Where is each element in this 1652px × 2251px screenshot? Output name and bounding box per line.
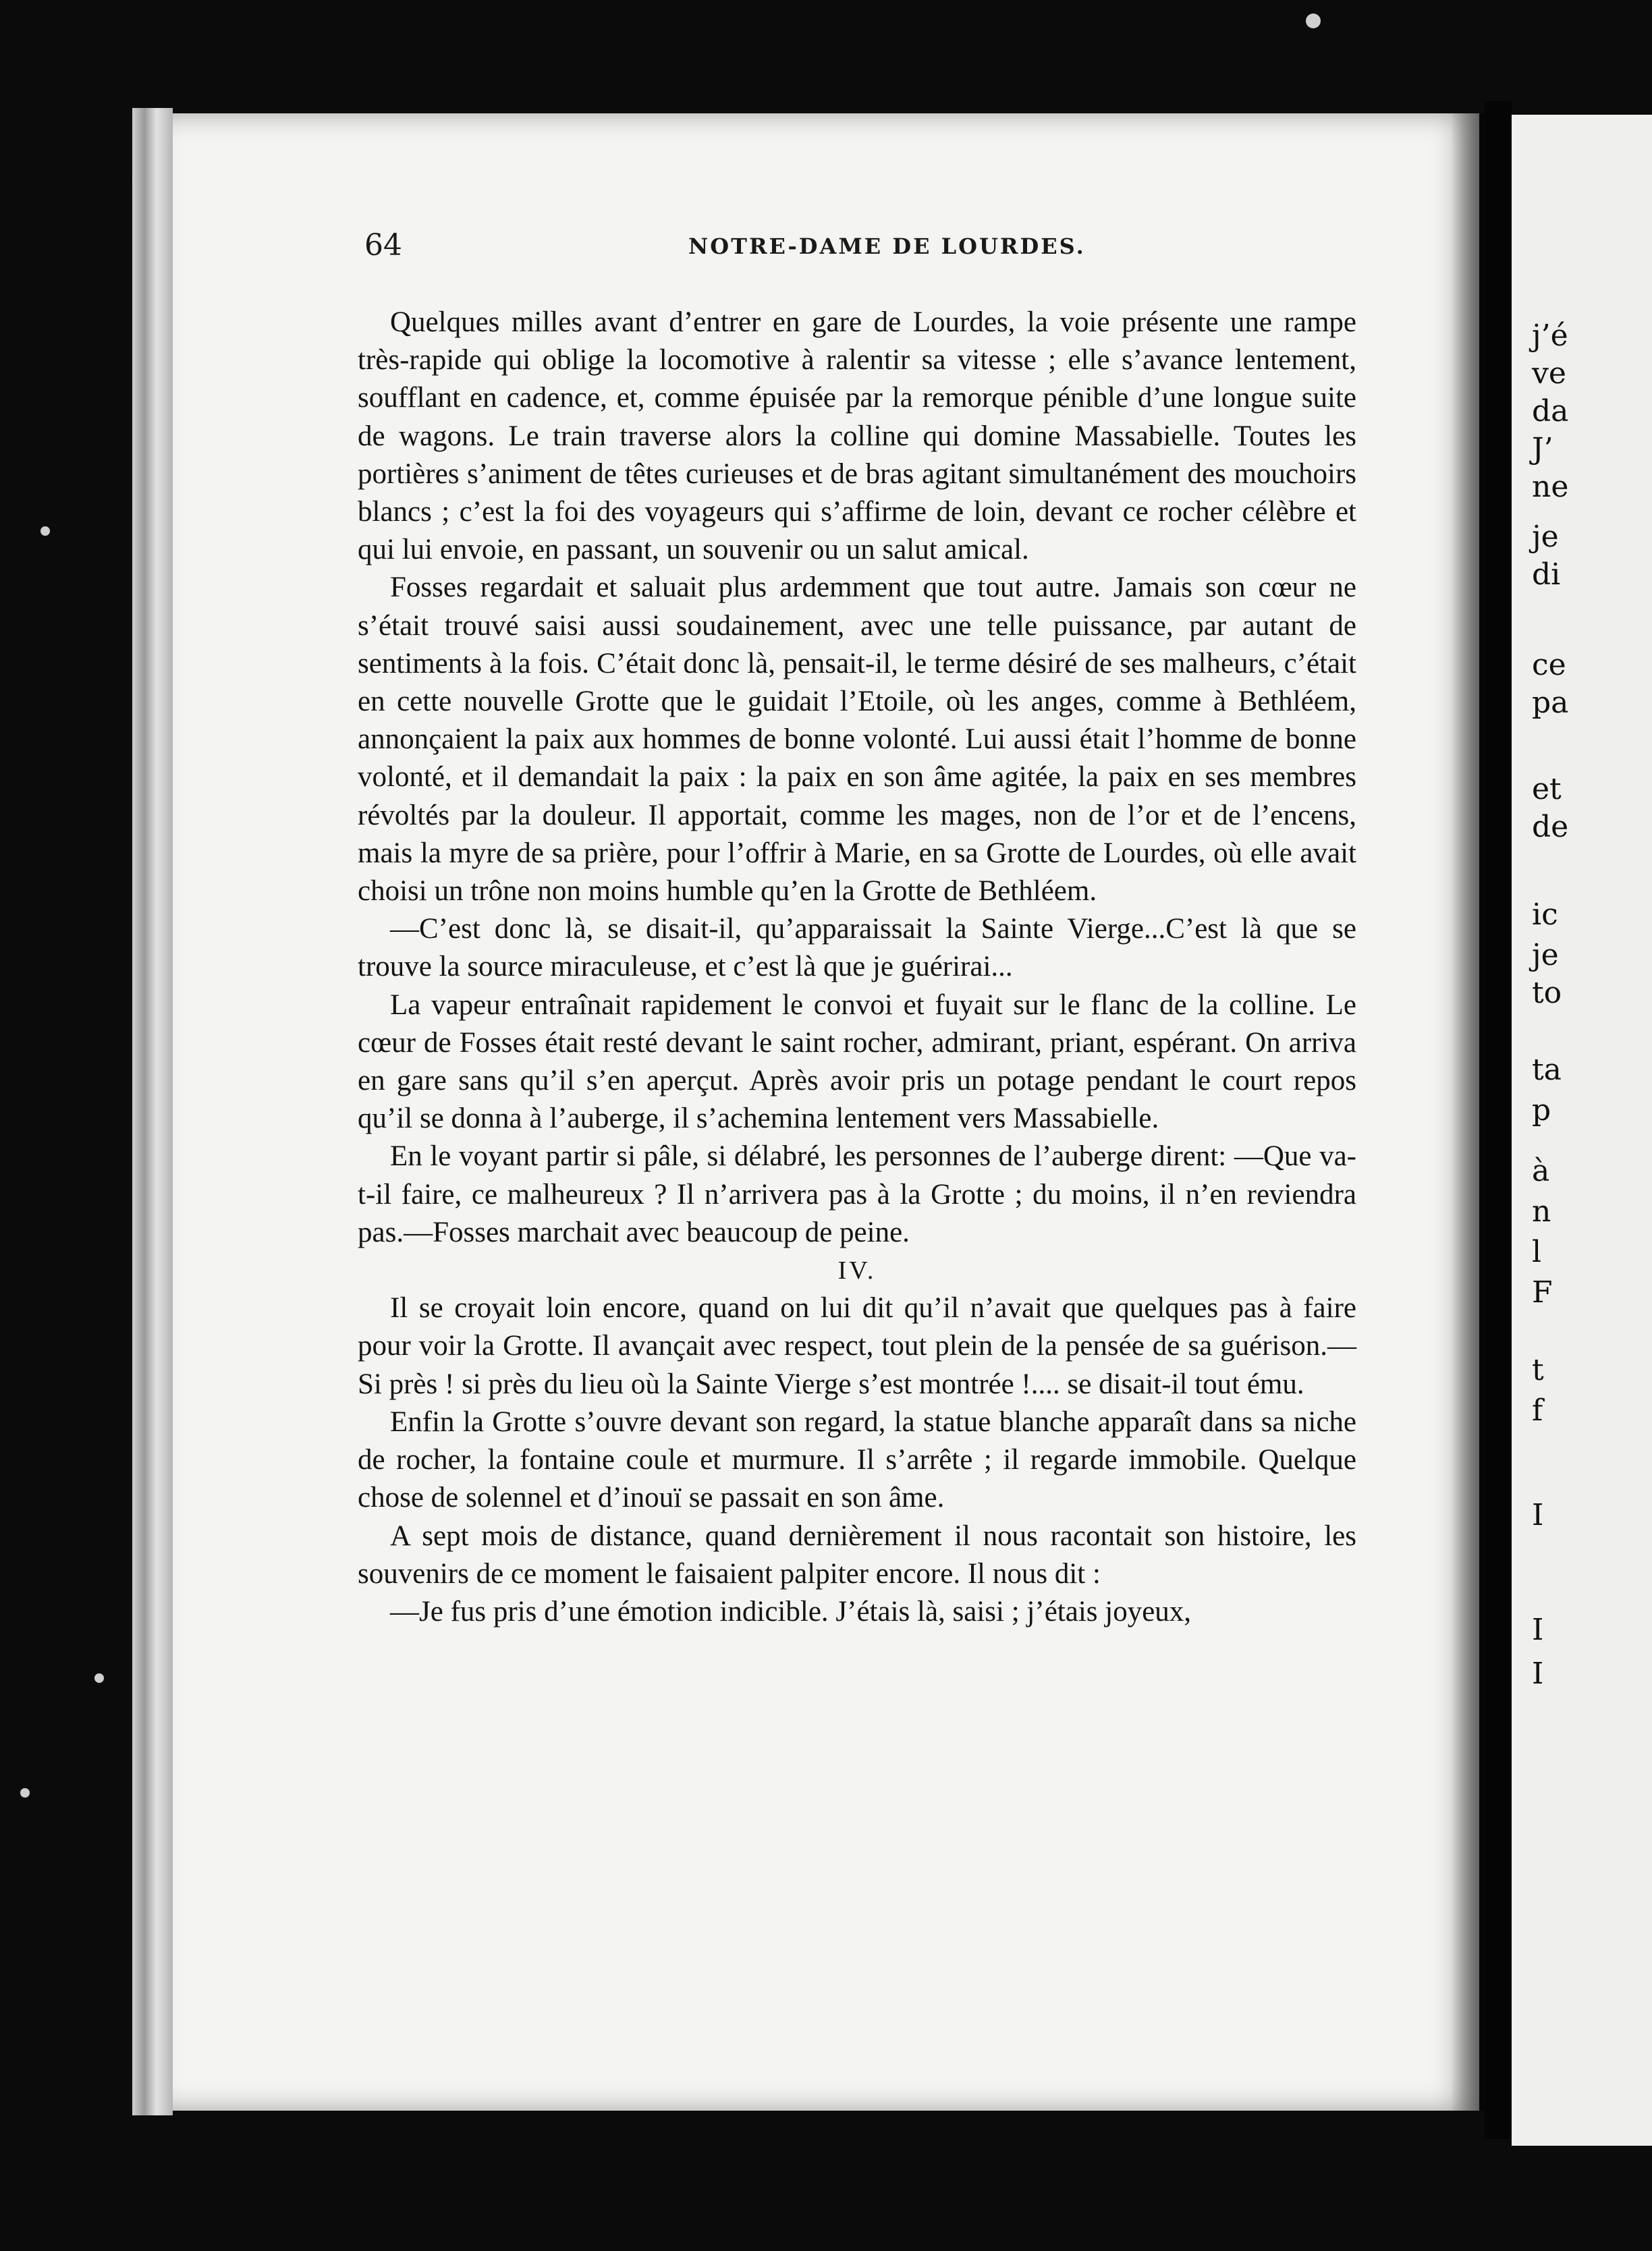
facing-page-text: ne	[1532, 470, 1569, 504]
paragraph: —Je fus pris d’une émotion indicible. J’étais là, saisi ; j’étais joyeux,	[390, 1595, 1192, 1628]
scan-speck	[20, 1788, 30, 1798]
facing-page-text: ta	[1532, 1053, 1562, 1087]
facing-page-text: pa	[1532, 686, 1569, 720]
scan-speck	[40, 526, 50, 536]
scan-speck	[94, 1673, 104, 1683]
paragraph: —C’est donc là, se disait-il, qu’apparaissait la Sainte Vierge...C’est là que se trouve la source miraculeuse, et c’est là que je guérirai...	[358, 913, 1356, 983]
running-title: NOTRE-DAME DE LOURDES.	[688, 233, 1086, 259]
facing-page-text: to	[1532, 976, 1562, 1010]
facing-page-text: de	[1532, 810, 1569, 844]
paragraph: Fosses regardait et saluait plus ardemment que tout autre. Jamais son cœur ne s’était trouvé saisi aussi soudainement, avec une telle puissance, par autant de sentiments à la fois. C’était donc là, pensait-il, le terme désiré de ses malheurs, c’était en cette nouvelle Grotte que le guidait l’Etoile, où les anges, comme à Bethléem, annonçaient la paix aux hommes de bonne volonté. Lui aussi était l’homme de bonne volonté, et il demandait la paix : la paix en son âme agitée, la paix en ses membres révoltés par la douleur. Il apportait, comme les mages, non de l’or et de l’encens, mais la myre de sa prière, pour l’offrir à Marie, en sa Grotte de Lourdes, où elle avait choisi un trône non moins humble qu’en la Grotte de Bethléem.	[358, 572, 1356, 908]
page-header	[364, 228, 1370, 269]
facing-page-text: à	[1532, 1154, 1550, 1188]
paragraph: La vapeur entraînait rapidement le convoi et fuyait sur le flanc de la colline. Le cœur de Fosses était resté devant le saint rocher, admirant, priant, espérant. On arriva en gare sans qu’il s’en aperçut. Après avoir pris un potage pendant le court repos qu’il se donna à l’auberge, il s’achemina lentement vers Massabielle.	[358, 989, 1356, 1135]
facing-page-edge	[1512, 115, 1652, 2146]
paragraph: Il se croyait loin encore, quand on lui dit qu’il n’avait que quelques pas à faire pour voir la Grotte. Il avançait avec respect, tout plein de la pensée de sa guérison.—Si près ! si près du lieu où la Sainte Vierge s’est montrée !.... se disait-il tout ému.	[358, 1292, 1356, 1400]
facing-page-text: ic	[1532, 897, 1558, 932]
section-heading: IV.	[837, 1256, 877, 1285]
paragraph: A sept mois de distance, quand dernièrement il nous racontait son histoire, les souvenirs de ce moment le faisaient palpiter encore. Il nous dit :	[358, 1520, 1356, 1590]
paragraph: Enfin la Grotte s’ouvre devant son regard, la statue blanche apparaît dans sa niche de rocher, la fontaine coule et murmure. Il s’arrête ; il regarde immobile. Quelque chose de solennel et d’inouï se passait en son âme.	[358, 1406, 1356, 1514]
facing-page-text: je	[1532, 520, 1559, 554]
scan-speck	[1306, 13, 1321, 28]
facing-page-text: di	[1532, 557, 1561, 592]
facing-page-text: ve	[1532, 356, 1566, 391]
facing-page-text: F	[1532, 1275, 1553, 1310]
facing-page-text: J’	[1532, 432, 1553, 466]
facing-page-text: I	[1532, 1657, 1544, 1691]
facing-page-text: I	[1532, 1613, 1544, 1647]
facing-page-text: t	[1532, 1353, 1544, 1387]
facing-page-text: f	[1532, 1393, 1543, 1428]
book-gutter	[1485, 101, 1512, 2139]
facing-page-text: j’é	[1532, 318, 1568, 353]
paragraph: En le voyant partir si pâle, si délabré, les personnes de l’auberge dirent: —Que va-t-il faire, ce malheureux ? Il n’arrivera pas à la Grotte ; du moins, il n’en reviendra pas.—Fosses marchait avec beaucoup de peine.	[358, 1140, 1356, 1248]
facing-page-text: n	[1532, 1194, 1551, 1229]
facing-page-text: ce	[1532, 648, 1566, 682]
facing-page-text: p	[1532, 1093, 1551, 1128]
page-stack-edge	[132, 108, 173, 2115]
page-body	[358, 304, 1356, 1631]
page-number: 64	[364, 228, 402, 262]
paragraph: Quelques milles avant d’entrer en gare de Lourdes, la voie présente une rampe très-rapide qui oblige la locomotive à ralentir sa vitesse ; elle s’avance lentement, soufflant en cadence, et, comme épuisée par la remorque pénible d’une longue suite de wagons. Le train traverse alors la colline qui domine Massabielle. Toutes les portières s’animent de têtes curieuses et de bras agitant simultanément des mouchoirs blancs ; c’est la foi des voyageurs qui s’affirme de loin, devant ce rocher célèbre et qui lui envoie, en passant, un souvenir ou un salut amical.	[358, 306, 1356, 566]
facing-page-text: I	[1532, 1498, 1544, 1532]
facing-page-text: l	[1532, 1235, 1542, 1269]
facing-page-text: da	[1532, 394, 1569, 428]
facing-page-text: et	[1532, 772, 1562, 806]
facing-page-text: je	[1532, 938, 1559, 972]
